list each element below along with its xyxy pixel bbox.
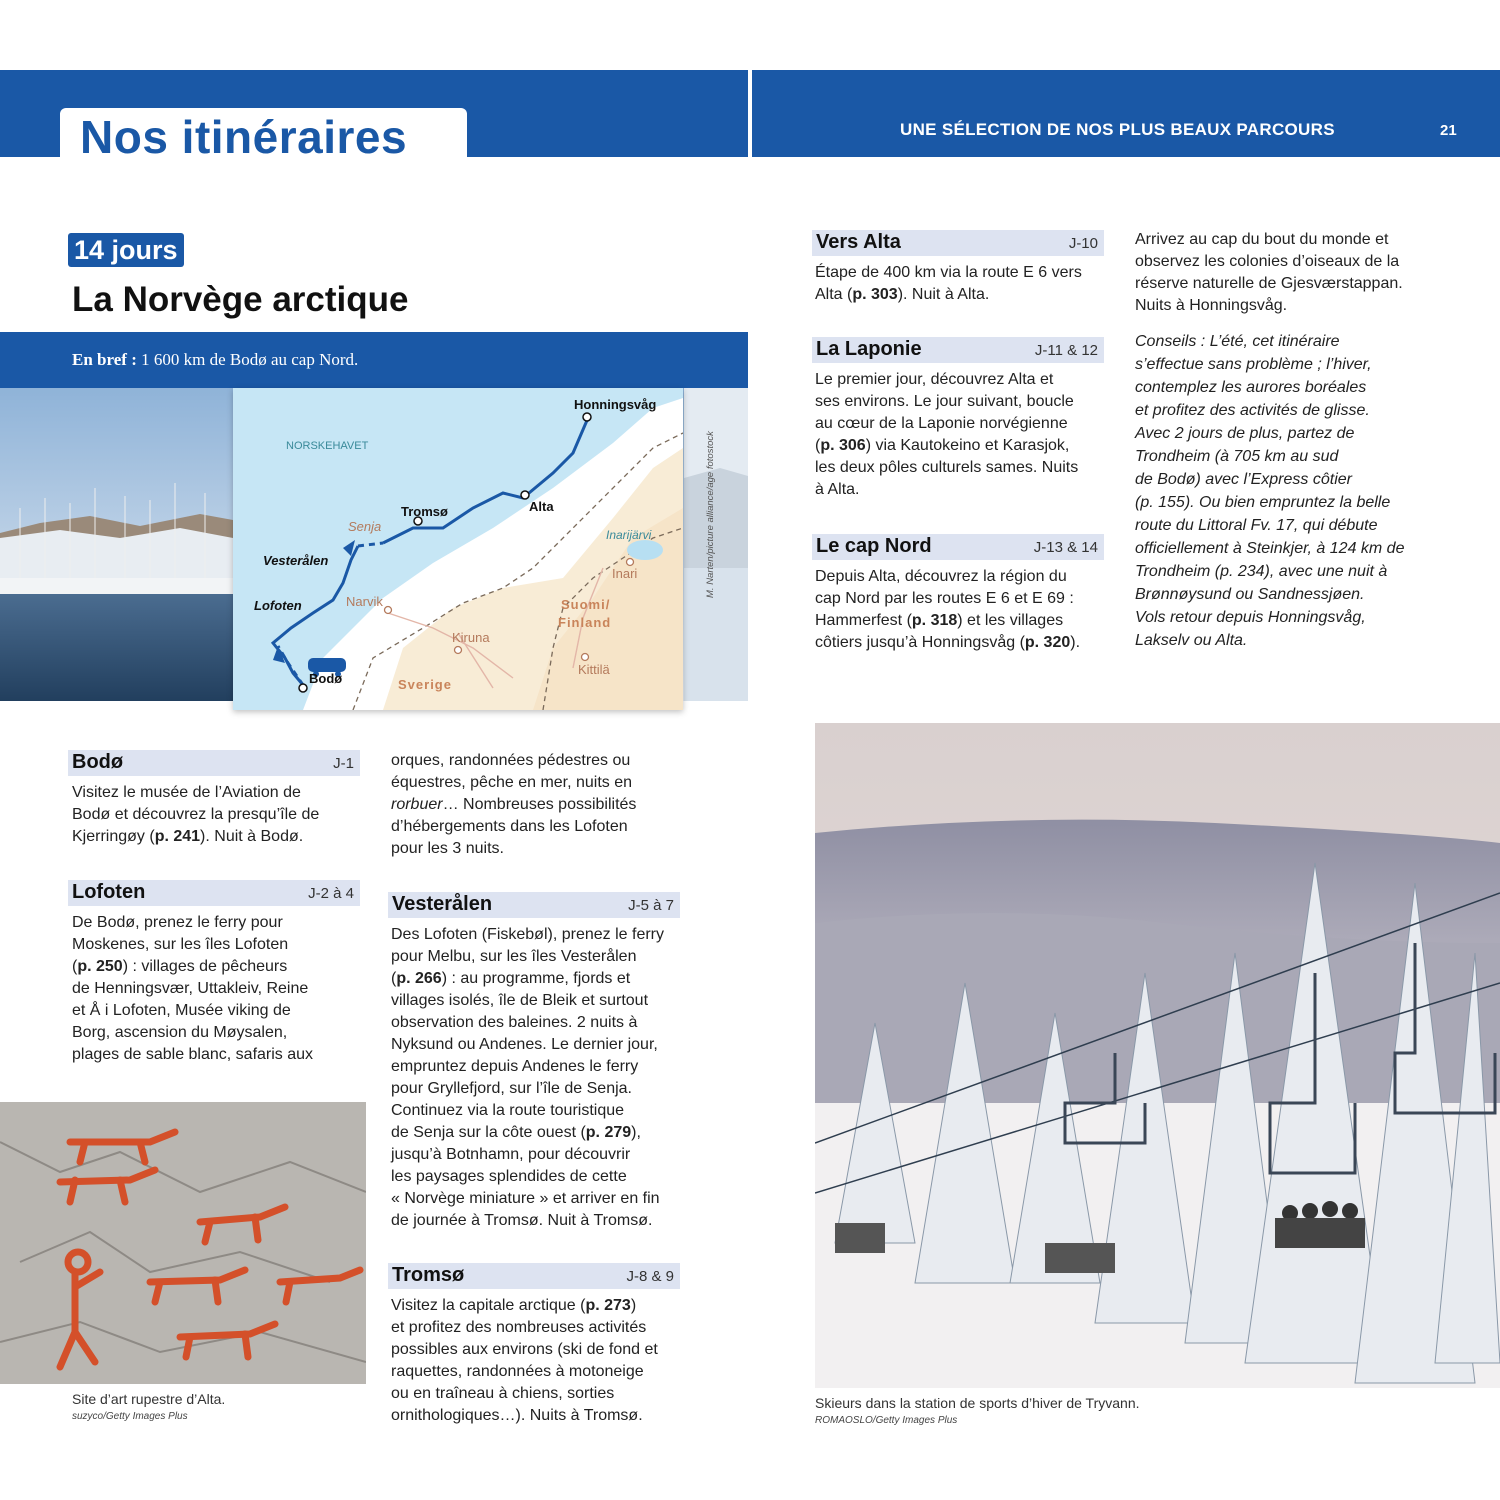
city-kittila: Kittilä (578, 662, 610, 677)
route-map (233, 388, 683, 710)
brief-text: En bref : 1 600 km de Bodø au cap Nord. (72, 350, 359, 369)
ski-lift-illustration (815, 723, 1500, 1388)
page-title: Nos itinéraires (80, 111, 408, 163)
city-honningsvag: Honningsvåg (574, 397, 657, 412)
tips-text: Conseils : L’été, cet itinéraire s’effectue sans problème ; l’hiver, contemplez les aurores boréales et profitez des activités de glisse. Avec 2 jours de plus, partez de Trondheim (à 705 km au sud de Bodø) avec l’Express côtier (p. 155). Ou bien empruntez la belle route du Littoral Fv. 17, qui débute officiellement à Steinkjer, à 124 km de Trondheim (p. 234), avec une nuit à Brønnøysund ou Sandnessjøen. Vols retour depuis Honningsvåg, Lakselv ou Alta. (1135, 333, 1405, 649)
section-tromso-text: Visitez la capitale arctique (p. 273) et profitez des nombreuses activités possibles aux environs (ski de fond et raquettes, randonnées à motoneige ou en traîneau à chiens, sorties ornithologiques…). Nuits à Tromsø. (391, 1297, 658, 1424)
city-tromso: Tromsø (401, 504, 448, 519)
page-title-tab (60, 108, 467, 163)
section-lofoten-title: Lofoten (72, 881, 146, 903)
city-narvik: Narvik (346, 594, 383, 609)
section-lofoten-days: J-2 à 4 (308, 885, 354, 902)
ski-lift-photo (815, 723, 1500, 1388)
section-tromso-days: J-8 & 9 (626, 1268, 674, 1285)
section-alta-text: Étape de 400 km via la route E 6 vers Alta (p. 303). Nuit à Alta. (815, 264, 1082, 303)
country-finland-2: Finland (558, 615, 612, 630)
rock-art-caption: Site d’art rupestre d’Alta. (72, 1391, 226, 1407)
section-lofoten-text: De Bodø, prenez le ferry pour Moskenes, sur les îles Lofoten (p. 250) : villages de pêcheurs de Henningsvær, Uttakleiv, Reine et Å i Lofoten, Musée viking de Borg, ascension du Møysalen, plages de sable blanc, safaris aux (72, 914, 314, 1063)
map-photo-credit: M. Narten/picture alliance/age fotostock (705, 431, 716, 598)
section-capnord-text: Depuis Alta, découvrez la région du cap Nord par les routes E 6 et E 69 : Hammerfest (p. 318) et les villages côtiers jusqu’à Honningsvåg (p. 320). (815, 568, 1081, 651)
region-vesteralen: Vesterålen (263, 553, 329, 568)
region-lofoten: Lofoten (254, 598, 302, 613)
page-number: 21 (1440, 122, 1457, 139)
map-shapes (233, 388, 683, 710)
country-finland-1: Suomi/ (561, 597, 611, 612)
section-tromso-title: Tromsø (392, 1264, 465, 1286)
rock-art-illustration (0, 1102, 366, 1384)
section-alta-days: J-10 (1068, 235, 1098, 252)
section-tromso-header (388, 1263, 680, 1289)
lake-inarijarvi: Inarijärvi (606, 528, 652, 542)
running-head: UNE SÉLECTION DE NOS PLUS BEAUX PARCOURS (900, 120, 1335, 139)
section-lofoten-continued: orques, randonnées pédestres ou équestres, pêche en mer, nuits en rorbuer… Nombreuses possibilités d’hébergements dans les Lofoten pour les 3 nuits. (391, 752, 637, 857)
header-band-right (752, 70, 1500, 157)
city-inari: Inari (612, 566, 638, 581)
section-bodo-title: Bodø (72, 751, 124, 773)
city-kiruna: Kiruna (452, 630, 490, 645)
section-bodo-text: Visitez le musée de l’Aviation de Bodø et découvrez la presqu’île de Kjerringøy (p. 241). Nuit à Bodø. (72, 784, 320, 845)
section-laponie-days: J-11 & 12 (1034, 342, 1098, 359)
section-laponie-header (812, 337, 1104, 363)
section-laponie-title: La Laponie (816, 338, 922, 360)
section-capnord-title: Le cap Nord (816, 535, 932, 557)
section-vesteralen-text: Des Lofoten (Fiskebøl), prenez le ferry pour Melbu, sur les îles Vesterålen (p. 266) : au programme, fjords et villages isolés, île de Bleik et surtout observation des baleines. 2 nuits à Nyksund ou Andenes. Le dernier jour, empruntez depuis Andenes le ferry pour Gryllefjord, sur l’île de Senja. Continuez via la route touristique de Senja sur la côte ouest (p. 279), jusqu’à Botnhamn, pour découvrir les paysages splendides de cette « Norvège miniature » et arriver en fin de journée à Tromsø. Nuit à Tromsø. (391, 926, 664, 1229)
rock-art-photo (0, 1102, 366, 1384)
city-bodo: Bodø (309, 671, 343, 686)
sea-label: NORSKEHAVET (286, 440, 369, 452)
section-bodo-days: J-1 (333, 755, 354, 772)
country-sweden: Sverige (398, 677, 452, 692)
island-senja: Senja (348, 519, 382, 534)
city-alta: Alta (529, 499, 554, 514)
capnord-continued-text: Arrivez au cap du bout du monde et observez les colonies d’oiseaux de la réserve naturelle de Gjesværstappan. Nuits à Honningsvåg. (1135, 231, 1403, 314)
days-badge: 14 jours (68, 233, 184, 267)
section-alta-title: Vers Alta (816, 231, 901, 253)
section-vesteralen-days: J-5 à 7 (628, 897, 674, 914)
section-vesteralen-title: Vesterålen (392, 893, 493, 915)
section-laponie-text: Le premier jour, découvrez Alta et ses environs. Le jour suivant, boucle au cœur de la Laponie norvégienne (p. 306) via Kautokeino et Karasjok, les deux pôles culturels sames. Nuits à Alta. (815, 371, 1079, 498)
brief-banner (0, 332, 748, 388)
ski-lift-caption: Skieurs dans la station de sports d’hiver de Tryvann. (815, 1395, 1140, 1411)
section-lofoten-header (68, 880, 360, 906)
section-capnord-header (812, 534, 1104, 560)
section-capnord-days: J-13 & 14 (1033, 539, 1098, 556)
rock-art-credit: suzyco/Getty Images Plus (72, 1411, 188, 1422)
trip-title: La Norvège arctique (72, 280, 409, 319)
section-bodo-header (68, 750, 360, 776)
section-vesteralen-header (388, 892, 680, 918)
section-alta-header (812, 230, 1104, 256)
ski-lift-credit: ROMAOSLO/Getty Images Plus (815, 1415, 958, 1426)
